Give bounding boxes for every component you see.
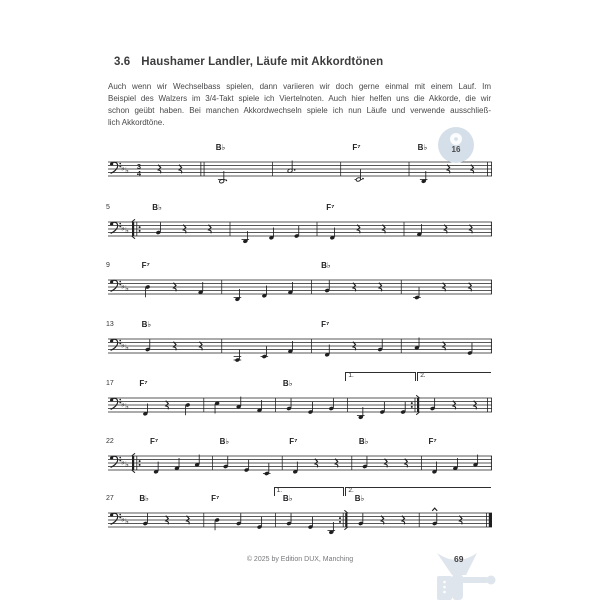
volta-label: 2. <box>348 487 354 494</box>
track-number: 16 <box>451 145 461 154</box>
volta-label: 2. <box>420 372 426 379</box>
svg-text:♭: ♭ <box>125 284 129 293</box>
page-number: 69 <box>454 554 464 564</box>
chord-label: F⁷ <box>289 437 298 446</box>
chord-label: B♭ <box>282 379 293 388</box>
svg-text:♭: ♭ <box>125 517 129 526</box>
chord-label: B♭ <box>417 143 428 152</box>
chord-label: F⁷ <box>139 379 148 388</box>
intro-line: lich Akkordtöne. <box>108 118 165 127</box>
svg-text:♭: ♭ <box>121 514 125 524</box>
music-system <box>108 436 492 484</box>
section-title: Haushamer Landler, Läufe mit Akkordtönen <box>141 56 384 68</box>
chord-label: F⁷ <box>352 143 361 152</box>
audio-track-badge <box>438 127 474 163</box>
chord-label: B♭ <box>139 494 149 503</box>
intro-line: Beispiel des Walzers im 3/4-Takt spiele ich Viertelnoten. Auch hier helfen uns die Akkorde, die wir <box>108 94 491 103</box>
chord-label: B♭ <box>321 261 331 270</box>
svg-text:♭: ♭ <box>125 226 129 235</box>
music-system <box>108 319 492 367</box>
chord-label: F⁷ <box>326 203 335 212</box>
intro-line: Auch wenn wir Wechselbass spielen, dann variieren wir doch gerne einmal mit einem Lauf. Im <box>108 82 491 91</box>
measure-number: 17 <box>106 380 114 387</box>
music-system <box>106 487 492 541</box>
chord-label: B♭ <box>219 437 230 446</box>
footer-copyright: © 2025 by Edition DUX, Manching <box>246 556 354 563</box>
svg-text:♭: ♭ <box>121 399 125 409</box>
chord-label: F⁷ <box>141 261 150 270</box>
volta-bracket <box>417 372 491 381</box>
chord-label: B♭ <box>152 203 162 212</box>
section-heading <box>114 56 383 68</box>
music-system <box>106 372 492 426</box>
chord-label: F⁷ <box>211 494 220 503</box>
volta-bracket <box>345 487 491 496</box>
intro-paragraph <box>108 81 491 129</box>
svg-text:♭: ♭ <box>121 340 125 350</box>
volta-bracket <box>274 487 345 496</box>
music-system <box>108 142 492 190</box>
volta-label: 1. <box>348 372 354 379</box>
music-system <box>108 202 492 250</box>
section-number: 3.6 <box>114 56 131 68</box>
svg-text:♭: ♭ <box>121 163 125 173</box>
measure-number: 9 <box>106 262 110 269</box>
chord-label: B♭ <box>141 320 152 329</box>
svg-text:3: 3 <box>136 161 142 171</box>
svg-text:♭: ♭ <box>121 281 125 291</box>
volta-label: 1. <box>276 487 283 494</box>
svg-text:♭: ♭ <box>125 460 129 469</box>
measure-number: 22 <box>106 438 114 445</box>
svg-text:♭: ♭ <box>125 402 129 411</box>
measure-number: 27 <box>106 495 114 502</box>
volta-bracket <box>345 372 416 381</box>
svg-text:♭: ♭ <box>125 166 129 175</box>
svg-text:♭: ♭ <box>125 343 129 352</box>
measure-number: 13 <box>106 321 114 328</box>
chord-label: F⁷ <box>428 437 437 446</box>
chord-label: F⁷ <box>150 437 159 446</box>
svg-text:♭: ♭ <box>121 457 125 467</box>
chord-label: B♭ <box>358 437 369 446</box>
chord-label: B♭ <box>354 494 365 503</box>
chord-label: B♭ <box>215 143 226 152</box>
music-system <box>108 260 492 308</box>
measure-number: 5 <box>106 204 110 211</box>
svg-text:4: 4 <box>136 168 142 178</box>
svg-text:♭: ♭ <box>121 223 125 233</box>
chord-label: F⁷ <box>321 320 330 329</box>
chord-label: B♭ <box>282 494 293 503</box>
intro-line: schon geübt haben. Bei manchen Akkordwechseln spiele ich nun Läufe und verwende ausschließ- <box>108 106 491 115</box>
